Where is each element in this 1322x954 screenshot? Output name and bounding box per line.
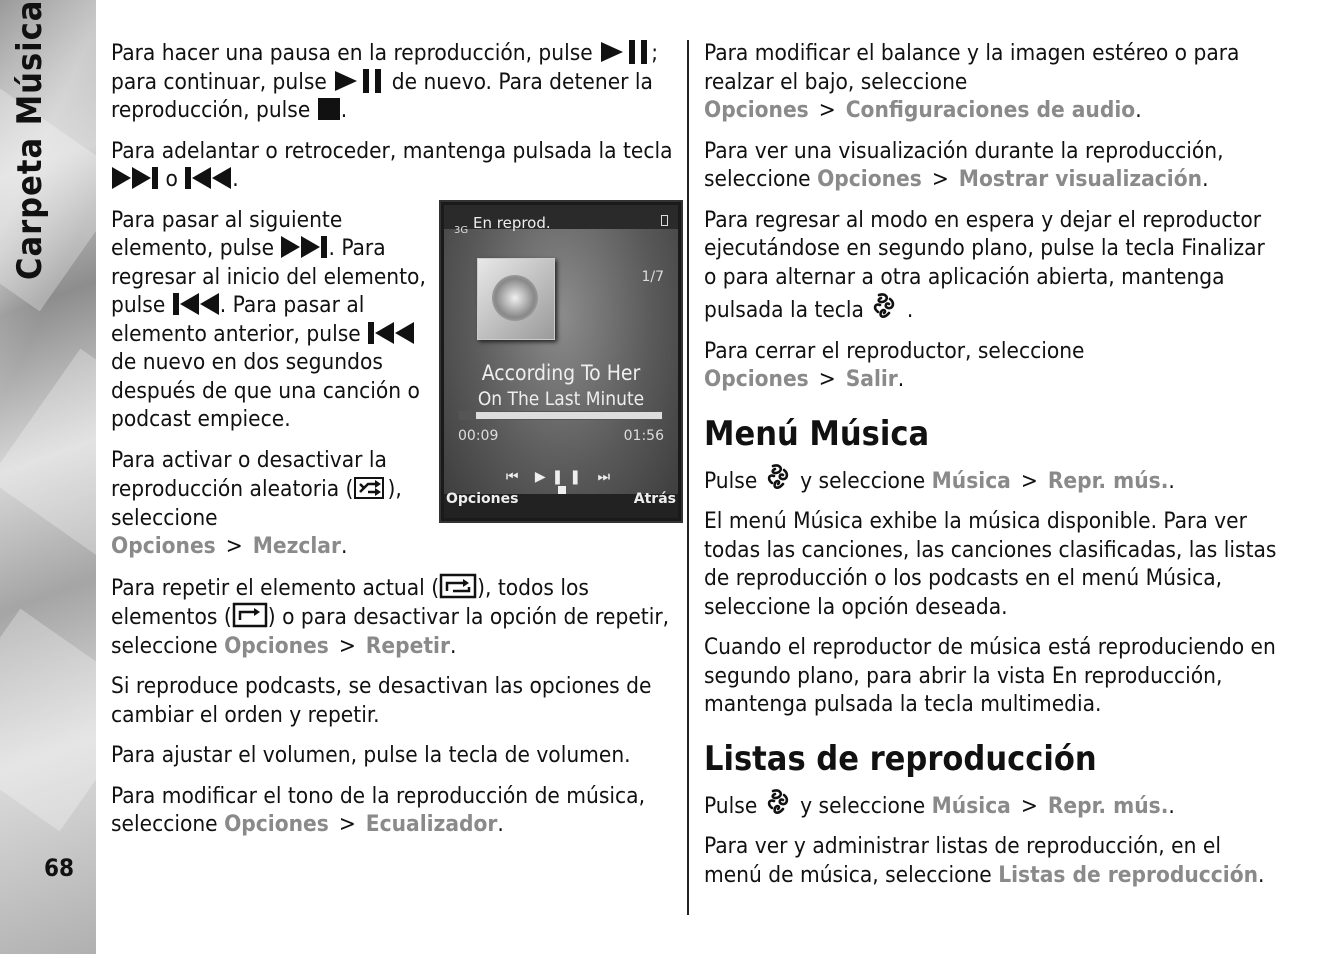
- menu-option-opciones[interactable]: Opciones: [704, 366, 809, 392]
- progress-fill: [460, 412, 476, 419]
- paragraph-podcasts: Si reproduce podcasts, se desactivan las opciones de cambiar el orden y repetir.: [111, 673, 652, 728]
- sidebar-decoration: [0, 609, 96, 832]
- previous-track-icon: [367, 321, 415, 345]
- options-softkey[interactable]: Opciones: [446, 491, 519, 507]
- menu-key-icon: [764, 462, 794, 492]
- menu-option-repr-mus[interactable]: Repr. mús.: [1047, 792, 1169, 819]
- paragraph-volume: Para ajustar el volumen, pulse la tecla de volumen.: [111, 742, 631, 768]
- paragraph-seek: Para adelantar o retroceder, mantenga pulsada la tecla o .: [111, 137, 673, 192]
- paragraph-background: Para regresar al modo en espera y dejar el reproductor ejecutándose en segundo plano, pulse la tecla Finalizar o para alternar a otra aplicación abierta, mantenga pulsada la tecla .: [704, 206, 1265, 323]
- paragraph-lists-path: Pulse y seleccione Música > Repr. mús..: [704, 787, 1279, 821]
- network-indicator: 3G: [454, 224, 469, 236]
- menu-option-repetir[interactable]: Repetir: [365, 632, 450, 659]
- menu-key-icon: [764, 787, 794, 817]
- heading-menu-musica: Menú Música: [704, 413, 930, 454]
- music-player-screenshot: [439, 200, 683, 523]
- chapter-sidebar: [0, 0, 96, 954]
- shuffle-icon: [353, 474, 387, 500]
- paragraph-menu-description: El menú Música exhibe la música disponible. Para ver todas las canciones, las canciones clasificadas, las listas de reproducción o los podcasts en el menú Música, seleccione la opción deseada.: [704, 508, 1277, 620]
- menu-option-musica[interactable]: Música: [931, 467, 1011, 494]
- paragraph-visualization: Para ver una visualización durante la reproducción, seleccione Opciones > Mostrar visualización.: [704, 137, 1224, 192]
- track-title: According To Her: [481, 360, 641, 385]
- playback-controls[interactable]: ⏮ ▶❚❚ ⏭: [505, 468, 617, 485]
- paragraph-shuffle: Para activar o desactivar la reproducción aleatoria ( ), seleccione Opciones > Mezclar.: [111, 446, 402, 559]
- elapsed-time: 00:09: [458, 427, 499, 444]
- menu-option-musica[interactable]: Música: [931, 792, 1011, 819]
- page-number: 68: [44, 854, 75, 882]
- player-status: En reprod.: [473, 213, 551, 232]
- menu-option-configuraciones-audio[interactable]: Configuraciones de audio: [845, 97, 1136, 123]
- rewind-icon: [184, 166, 232, 190]
- paragraph-close-player: Para cerrar el reproductor, seleccione Opciones > Salir.: [704, 337, 1085, 392]
- sidebar-decoration: [0, 349, 96, 572]
- album-disc-graphic: [492, 275, 538, 321]
- repeat-one-icon: [439, 573, 477, 599]
- paragraph-pause: Para hacer una pausa en la reproducción, pulse ; para continuar, pulse de nuevo. Para detener la reproducción, pulse .: [111, 40, 659, 123]
- fast-forward-icon: [111, 166, 159, 190]
- previous-track-icon: [172, 292, 220, 316]
- menu-option-mostrar-visualizacion[interactable]: Mostrar visualización: [958, 166, 1203, 192]
- menu-option-opciones[interactable]: Opciones: [111, 533, 216, 559]
- album-art: [477, 258, 555, 340]
- right-column: [704, 39, 1279, 901]
- menu-key-icon: [870, 291, 900, 321]
- menu-option-opciones[interactable]: Opciones: [704, 97, 809, 123]
- menu-option-listas-reproduccion[interactable]: Listas de reproducción: [998, 861, 1259, 888]
- menu-option-opciones[interactable]: Opciones: [224, 811, 329, 837]
- battery-icon: [661, 215, 668, 226]
- menu-option-opciones[interactable]: Opciones: [224, 632, 329, 659]
- paragraph-navigation: Para pasar al siguiente elemento, pulse . Para regresar al inicio del elemento, pulse . Para pasar al elemento anterior, pulse de nuevo en dos segundos después de que una canción o podcast empiece.: [111, 206, 426, 432]
- menu-option-opciones[interactable]: Opciones: [817, 166, 922, 192]
- paragraph-audio-settings: Para modificar el balance y la imagen estéreo o para realzar el bajo, seleccione Opciones > Configuraciones de audio.: [704, 40, 1240, 123]
- stop-icon: [317, 97, 341, 121]
- paragraph-background-open: Cuando el reproductor de música está reproduciendo en segundo plano, para abrir la vista En reproducción, mantenga pulsada la tecla multimedia.: [704, 634, 1276, 717]
- next-track-icon: [280, 235, 328, 259]
- menu-option-mezclar[interactable]: Mezclar: [252, 533, 341, 559]
- heading-listas: Listas de reproducción: [704, 738, 1097, 779]
- chapter-title: Carpeta Música: [10, 0, 50, 280]
- back-softkey[interactable]: Atrás: [633, 491, 676, 507]
- menu-option-salir[interactable]: Salir: [845, 366, 898, 392]
- phone-screen: [439, 200, 683, 523]
- left-column: [111, 39, 677, 851]
- progress-bar[interactable]: [459, 411, 663, 420]
- repeat-all-icon: [232, 602, 268, 628]
- menu-option-ecualizador[interactable]: Ecualizador: [365, 811, 498, 837]
- paragraph-lists-manage: Para ver y administrar listas de reproducción, en el menú de música, seleccione Listas de reproducción.: [704, 833, 1265, 888]
- play-pause-icon: [333, 69, 385, 93]
- menu-option-repr-mus[interactable]: Repr. mús.: [1047, 467, 1169, 494]
- stop-icon[interactable]: [558, 486, 566, 494]
- paragraph-repeat: Para repetir el elemento actual ( ), todos los elementos ( ) o para desactivar la opción de repetir, seleccione Opciones > Repetir.: [111, 574, 670, 659]
- total-time: 01:56: [623, 427, 664, 444]
- paragraph-menu-path: Pulse y seleccione Música > Repr. mús..: [704, 462, 1279, 496]
- paragraph-equalizer: Para modificar el tono de la reproducción de música, seleccione Opciones > Ecualizador.: [111, 782, 645, 837]
- track-counter: 1/7: [641, 268, 664, 285]
- play-pause-icon: [599, 40, 651, 64]
- column-divider: [687, 40, 689, 915]
- track-subtitle: On The Last Minute: [477, 387, 645, 410]
